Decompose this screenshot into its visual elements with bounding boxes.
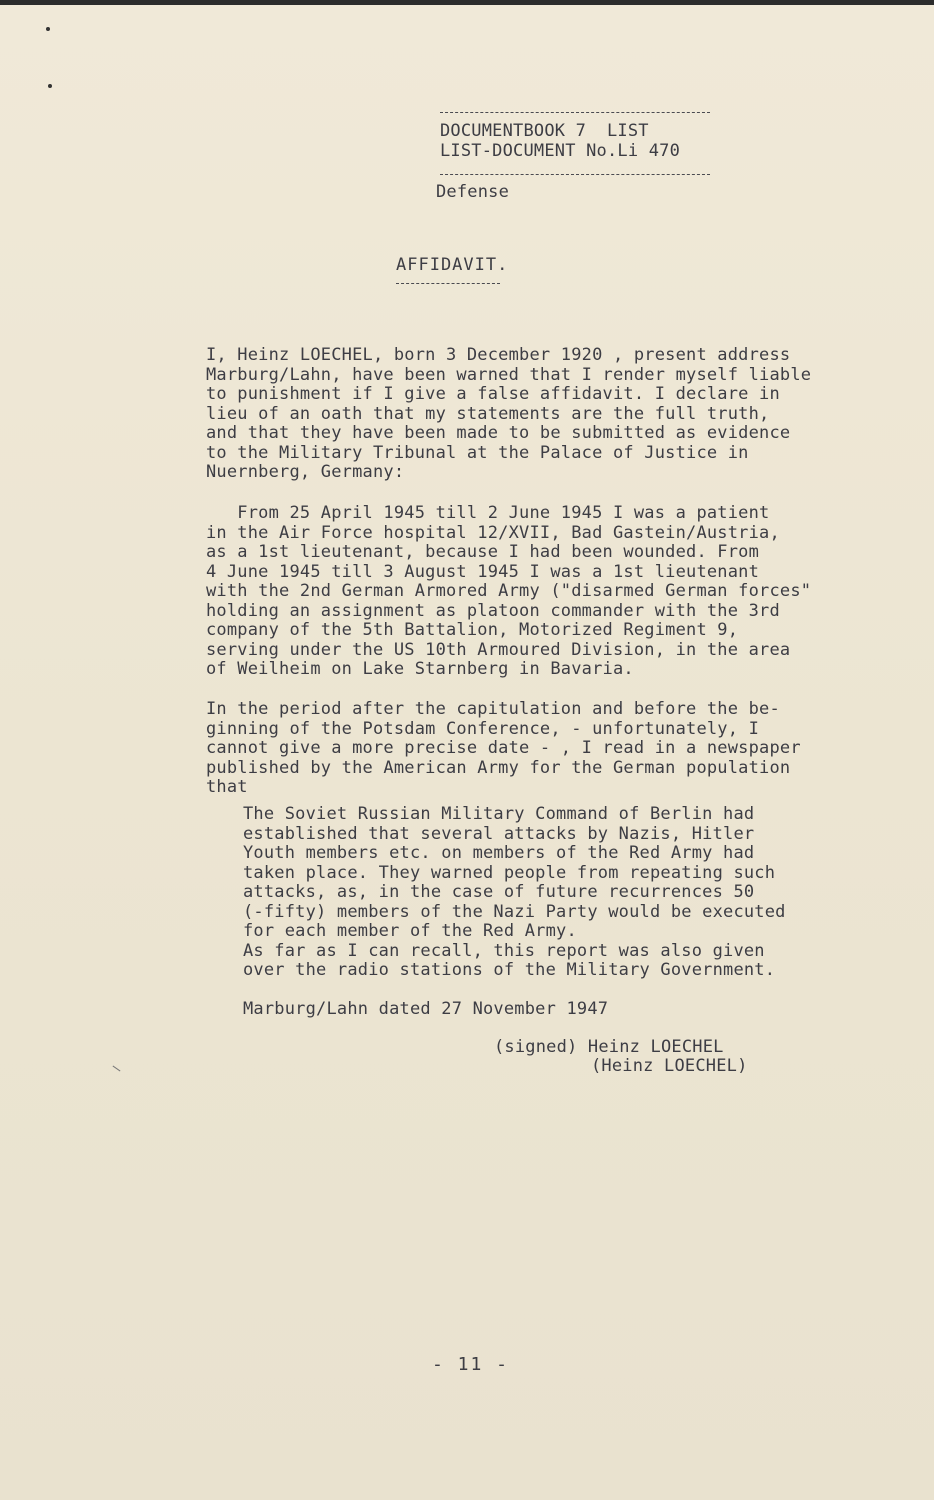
signatory-name: (Heinz LOECHEL) <box>591 1056 748 1076</box>
paragraph-intro: I, Heinz LOECHEL, born 3 December 1920 , present address Marburg/Lahn, have been warned that I render myself liable to punishment if I give a false affidavit. I declare in lieu of an oath that my statements are the full truth, and that they have been made to be submitted as evidence to the Military Tribunal at the Palace of Justice in Nuernberg, Germany: <box>206 345 812 482</box>
quoted-report: The Soviet Russian Military Command of Berlin had established that several attacks by Nazis, Hitler Youth members etc. on members of the Red Army had taken place. They warned people from repeating such attacks, as, in the case of future recurrences 50 (-fifty) members of the Nazi Party would be executed for each member of the Red Army. As far as I can recall, this report was also given over the radio stations of the Military Government. <box>243 804 786 980</box>
documentbook-label: DOCUMENTBOOK 7 LIST <box>440 121 649 141</box>
paragraph-period: In the period after the capitulation and before the be- ginning of the Potsdam Conference, - unfortunately, I cannot give a more precise date - , I read in a newspaper published by the American Army for the German population that <box>206 699 801 797</box>
margin-mark <box>113 1066 121 1072</box>
header-rule-bottom <box>440 174 710 175</box>
punch-mark <box>46 27 50 31</box>
title-underline <box>396 283 500 284</box>
page-number: - 11 - <box>432 1354 510 1375</box>
document-title: AFFIDAVIT. <box>396 255 509 275</box>
list-document-number: LIST-DOCUMENT No.Li 470 <box>440 140 681 161</box>
paragraph-service: From 25 April 1945 till 2 June 1945 I was a patient in the Air Force hospital 12/XVII, Bad Gastein/Austria, as a 1st lieutenant, because I had been wounded. From 4 June 1945 till 3 August 1945 I was a 1st lieutenant with the 2nd German Armored Army ("disarmed German forces" holding an assignment as platoon commander with the 3rd company of the 5th Battalion, Motorized Regiment 9, serving under the US 10th Armoured Division, in the area of Weilheim on Lake Starnberg in Bavaria. <box>206 503 812 679</box>
place-and-date: Marburg/Lahn dated 27 November 1947 <box>243 999 609 1019</box>
scan-top-edge <box>0 0 934 5</box>
document-header <box>440 122 680 161</box>
defense-label: Defense <box>436 182 510 202</box>
signature-line: (signed) Heinz LOECHEL <box>494 1037 724 1057</box>
punch-mark <box>48 84 52 88</box>
header-rule-top <box>440 112 710 113</box>
